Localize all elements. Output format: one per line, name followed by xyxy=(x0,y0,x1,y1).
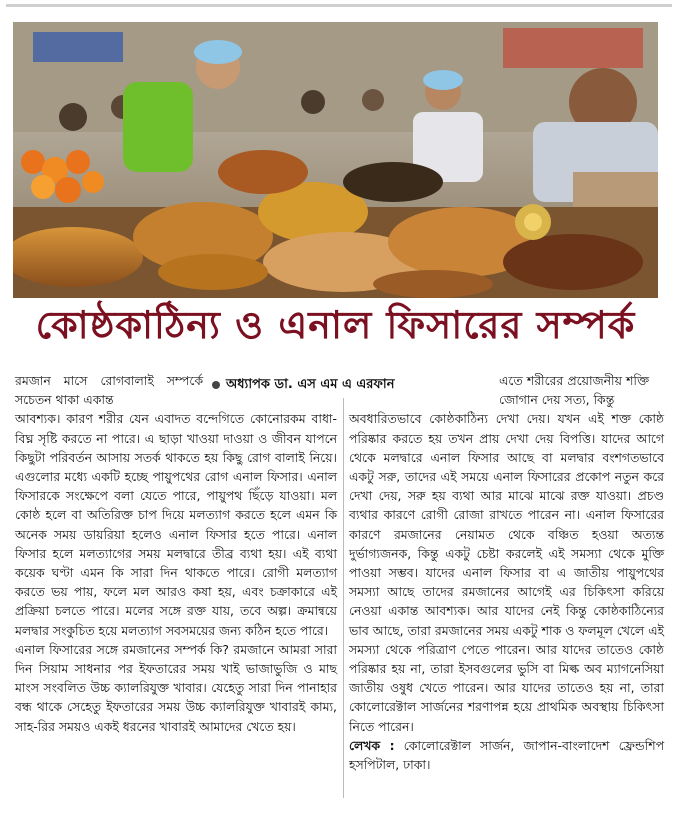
article-left-column xyxy=(15,371,337,736)
photo-illustration xyxy=(13,22,658,298)
article-headline: কোষ্ঠকাঠিন্য ও এনাল ফিসারের সম্পর্ক xyxy=(35,302,636,347)
top-rule-bar xyxy=(6,4,672,7)
left-column-body2: এনাল ফিসারের সঙ্গে রমজানের সম্পর্ক কি? রমজানে আমরা সারা দিন সিয়াম সাধনার পর ইফতারের সময় খাই ভাজাভুজি ও মাছ মাংস সংবলিত উচ্চ ক্যালরিযুক্ত খাবার। যেহেতু সারা দিন পানাহার বন্ধ থাকে সেহেতু ইফতারের সময় উচ্চ ক্যালরিযুক্ত খাবারই কাম্য, সাহ-রির সময়ও একই ধরনের খাবারই আমাদের খেতে হয়। xyxy=(15,641,337,734)
author-label: লেখক : xyxy=(349,737,395,753)
iftar-market-photo xyxy=(13,22,658,298)
left-column-lead: রমজান মাসে রোগবালাই সম্পর্কে সচেতন থাকা একান্ত xyxy=(15,373,203,408)
left-column-body: আবশ্যক। কারণ শরীর যেন এবাদত বন্দেগিতে কোনোরকম বাধা-বিঘ্ন সৃষ্টি করতে না পারে। এ ছাড়া খাওয়া দাওয়া ও জীবন যাপনে কিছুটা পরিবর্তন আসায় সতর্ক থাকতে হয় কিছু রোগ বালাই নিয়ে। এগুলোর মধ্যে একটি হচ্ছে পায়ুপথের রোগ এনাল ফিসার। এনাল ফিসারকে সংক্ষেপে বলা যেতে পারে, পায়ুপথ ছিঁড়ে যাওয়া। মল কোষ্ঠ হলে বা অতিরিক্ত চাপ দিয়ে মলত্যাগ করতে হলে এমন কি অনেক সময় ডায়রিয়া হলেও এনাল ফিসার হতে পারে। এনাল ফিসার হলে মলত্যাগের সময় মলদ্বারে তীব্র ব্যথা হয়। এই ব্যথা কয়েক ঘণ্টা এমন কি সারা দিন থাকতে পারে। রোগী মলত্যাগ করতে ভয় পায়, ফলে মল আরও কষা হয়, এবং চক্রাকারে এই প্রক্রিয়া চলতে পারে। মলের সঙ্গে রক্ত যায়, তবে অল্প। ক্রমান্বয়ে মলদ্বার সংকুচিত হয়ে মলত্যাগ সবসময়ের জন্য কঠিন হতে পারে। xyxy=(15,411,337,638)
article-right-column xyxy=(349,371,664,774)
page-top-rule xyxy=(0,0,678,20)
column-divider xyxy=(343,398,344,798)
byline-author-name: অধ্যাপক ডা. এস এম এ এরফান xyxy=(226,377,395,392)
right-column-body: অবধারিতভাবে কোষ্ঠকাঠিন্য দেখা দেয়। যখন এই শক্ত কোষ্ঠ পরিষ্কার করতে হয় তখন প্রায় দেখা দেয় বিপত্তি। যাদের আগে থেকে মলদ্বারে এনাল ফিসার আছে বা মলদ্বার বংশগতভাবে একটু সরু, তাদের এই সময়ে এনাল ফিসারের প্রকোপ নতুন করে দেখা দেয়, সরু হয় ব্যথা আর মাঝে মাঝে রক্ত যাওয়া। প্রচণ্ড ব্যথার কারণে রোগী রোজা রাখতে পারেন না। এনাল ফিসারের কারণে রমজানের নেয়ামত থেকে বঞ্চিত হওয়া অত্যন্ত দুর্ভাগ্যজনক, কিন্তু একটু চেষ্টা করলেই এই সমস্যা থেকে মুক্তি পাওয়া সম্ভব। যাদের এনাল ফিসার বা এ জাতীয় পায়ুপথের সমস্যা আছে তাদের রমজানের আগেই এর চিকিৎসা করিয়ে নেওয়া একান্ত আবশ্যক। আর যাদের নেই কিন্তু কোষ্ঠকাঠিন্যের ভাব আছে, তারা রমজানের সময় একটু শাক ও ফলমূল খেলে এই সমস্যা থেকে পরিত্রাণ পেতে পারেন। আর যাদের তাতেও কোষ্ঠ পরিষ্কার হয় না, তারা ইসবগুলের ভুসি বা মিল্ক অব ম্যাগনেসিয়া জাতীয় ওষুধ খেতে পারেন। আর যাদের তাতেও হয় না, তারা কোলোরেক্টাল সার্জনের শরণাপন্ন হয়ে প্রাথমিক অবস্থায় চিকিৎসা নিতে পারেন। xyxy=(349,411,664,734)
author-text: কোলোরেক্টাল সার্জন, জাপান-বাংলাদেশ ফ্রেন্ডশিপ হসপিটাল, ঢাকা। xyxy=(349,737,664,773)
author-credit xyxy=(349,736,664,774)
right-column-lead: এতে শরীরের প্রয়োজনীয় শক্তি জোগান দেয় সত্য, কিন্তু xyxy=(499,373,649,408)
